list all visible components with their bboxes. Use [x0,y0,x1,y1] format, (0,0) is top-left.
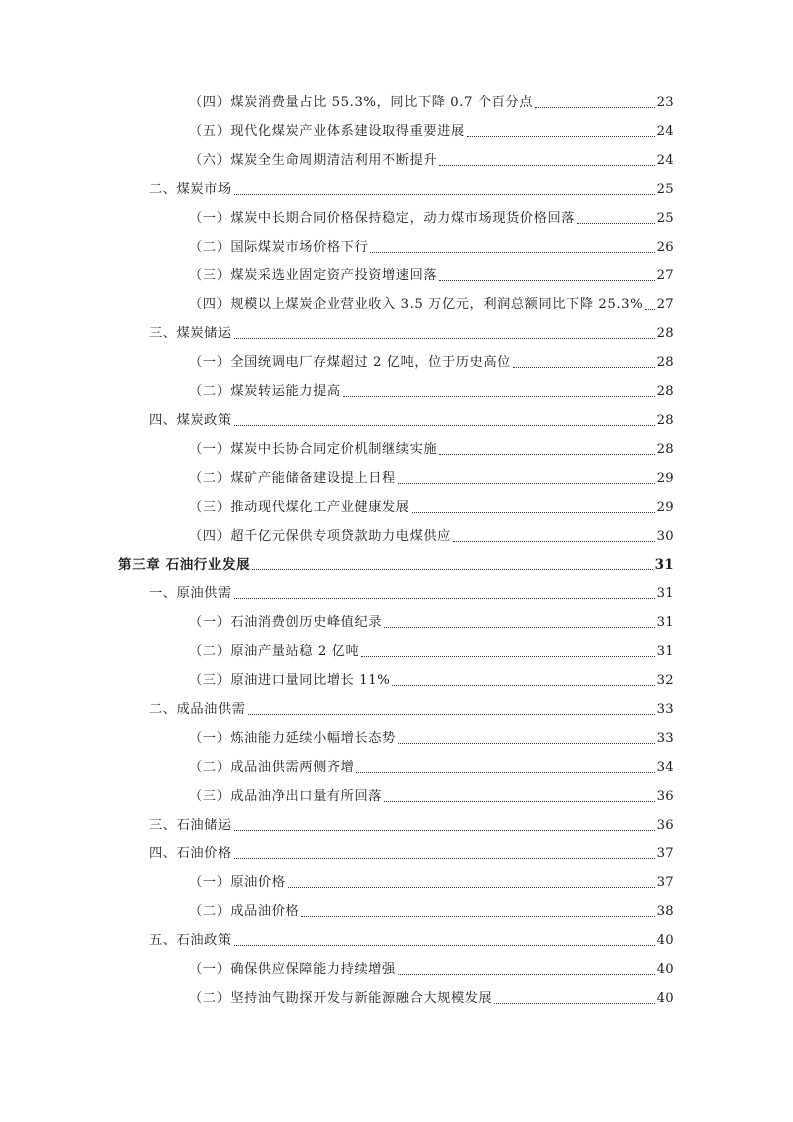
toc-entry[interactable] [189,265,674,287]
toc-entry-title: 三、石油储运 [149,817,232,833]
dot-leader [453,541,655,542]
toc-entry[interactable] [189,728,674,750]
toc-entry[interactable] [189,121,674,143]
dot-leader [361,656,654,657]
toc-entry-title: （二）原油产量站稳 2 亿吨 [189,644,360,660]
dot-leader [248,714,655,715]
toc-entry-page-number: 31 [656,644,674,660]
toc-entry[interactable] [189,786,674,808]
toc-entry-page-number: 33 [656,730,674,746]
toc-entry-title: （二）成品油价格 [189,904,300,920]
toc-entry-page-number: 38 [656,904,674,920]
toc-entry-title: 二、成品油供需 [149,701,246,717]
toc-entry-page-number: 24 [656,123,674,139]
dot-leader [252,569,652,570]
toc-entry-title: （一）煤炭中长期合同价格保持稳定，动力煤市场现货价格回落 [189,210,576,226]
toc-entry-title: 二、煤炭市场 [149,181,232,197]
toc-entry-page-number: 28 [656,412,674,428]
dot-leader [234,598,655,599]
toc-entry[interactable] [189,988,674,1010]
toc-entry-title: 一、原油供需 [149,586,232,602]
dot-leader [398,974,655,975]
toc-entry-page-number: 33 [656,701,674,717]
dot-leader [356,772,654,773]
toc-entry-page-number: 32 [656,673,674,688]
toc-entry-page-number: 34 [656,759,674,775]
dot-leader [439,165,654,166]
toc-entry-page-number: 27 [656,268,674,284]
toc-entry-title: （一）全国统调电厂存煤超过 2 亿吨，位于历史高位 [189,355,511,371]
toc-entry-title: 四、石油价格 [149,846,232,862]
toc-entry[interactable] [189,237,674,259]
toc-entry-title: （三）成品油净出口量有所回落 [189,788,383,804]
toc-entry-page-number: 28 [656,384,674,399]
dot-leader [384,627,655,628]
toc-entry[interactable] [189,526,674,548]
toc-entry-page-number: 28 [656,355,674,371]
toc-entry-title: （二）国际煤炭市场价格下行 [189,239,369,255]
toc-entry-title: （三）推动现代煤化工产业健康发展 [189,499,410,515]
toc-entry-title: （四）煤炭消费量占比 55.3%，同比下降 0.7 个百分点 [189,95,534,110]
dot-leader [513,367,655,368]
toc-entry-page-number: 31 [656,615,674,631]
dot-leader [439,454,654,455]
toc-entry[interactable] [189,612,674,634]
dot-leader [494,1003,654,1004]
toc-entry[interactable] [189,92,674,114]
toc-entry-title: 四、煤炭政策 [149,412,232,428]
dot-leader [412,512,655,513]
toc-entry-title: 三、煤炭储运 [149,326,232,342]
toc-entry[interactable] [189,294,674,316]
toc-entry-page-number: 23 [656,95,674,110]
toc-entry-title: （二）煤矿产能储备建设提上日程 [189,470,396,486]
toc-entry-page-number: 36 [656,788,674,804]
toc-entry[interactable] [189,757,674,779]
toc-entry-title: （一）石油消费创历史峰值纪录 [189,615,383,631]
dot-leader [439,280,654,281]
dot-leader [234,338,655,339]
toc-entry[interactable] [149,699,674,721]
toc-entry-page-number: 29 [656,499,674,515]
toc-entry-page-number: 27 [656,297,674,313]
dot-leader [343,396,655,397]
toc-entry-title: （三）原油进口量同比增长 11% [189,673,391,688]
toc-entry[interactable] [149,583,674,605]
dot-leader [234,945,655,946]
toc-entry[interactable] [189,872,674,894]
dot-leader [535,107,655,108]
toc-entry[interactable] [189,959,674,981]
toc-entry-title: （二）煤炭转运能力提高 [189,384,341,399]
toc-entry-page-number: 24 [656,152,674,168]
dot-leader [645,309,654,310]
dot-leader [234,194,655,195]
toc-entry-page-number: 40 [656,990,674,1006]
toc-entry-page-number: 28 [656,326,674,342]
toc-entry[interactable] [149,815,674,837]
dot-leader [398,743,655,744]
dot-leader [467,136,655,137]
dot-leader [234,425,655,426]
toc-entry[interactable] [189,901,674,923]
toc-entry-page-number: 30 [656,528,674,544]
toc-entry-page-number: 40 [656,962,674,977]
toc-entry[interactable] [189,381,674,403]
toc-entry-title: 五、石油政策 [149,933,232,949]
dot-leader [288,887,655,888]
toc-entry-page-number: 25 [656,210,674,226]
toc-entry[interactable] [149,930,674,952]
toc-entry-page-number: 29 [656,470,674,486]
toc-entry[interactable] [149,410,674,432]
dot-leader [384,801,655,802]
dot-leader [234,830,655,831]
toc-entry[interactable] [189,497,674,519]
dot-leader [392,685,654,686]
toc-entry-title: （二）成品油供需两侧齐增 [189,759,355,775]
toc-entry[interactable] [149,843,674,865]
toc-entry-page-number: 28 [656,441,674,457]
dot-leader [398,483,655,484]
toc-entry[interactable] [189,150,674,172]
toc-entry-title: （一）原油价格 [189,875,286,891]
dot-leader [577,223,655,224]
toc-entry-page-number: 31 [656,586,674,602]
dot-leader [370,252,654,253]
toc-entry[interactable] [149,179,674,201]
dot-leader [301,916,654,917]
toc-entry[interactable] [189,468,674,490]
toc-entry-page-number: 31 [654,557,674,574]
toc-entry[interactable] [189,670,674,692]
toc-entry[interactable] [189,352,674,374]
toc-entry-title: （四）超千亿元保供专项贷款助力电煤供应 [189,528,451,544]
toc-entry-title: （五）现代化煤炭产业体系建设取得重要进展 [189,123,465,139]
toc-entry-title: （一）炼油能力延续小幅增长态势 [189,730,396,746]
toc-entry-title: （六）煤炭全生命周期清洁利用不断提升 [189,152,438,168]
toc-entry[interactable] [189,208,674,230]
toc-entry-title: （二）坚持油气勘探开发与新能源融合大规模发展 [189,990,493,1006]
toc-entry-title: （三）煤炭采选业固定资产投资增速回落 [189,268,438,284]
toc-entry-title: （一）煤炭中长协合同定价机制继续实施 [189,441,438,457]
toc-entry-page-number: 37 [656,875,674,891]
toc-entry-title: （一）确保供应保障能力持续增强 [189,962,396,977]
toc-entry-page-number: 36 [656,817,674,833]
toc-entry[interactable] [189,439,674,461]
toc-entry[interactable] [149,323,674,345]
toc-entry-title: （四）规模以上煤炭企业营业收入 3.5 万亿元，利润总额同比下降 25.3% [189,297,644,313]
toc-entry[interactable] [189,641,674,663]
toc-entry-page-number: 25 [656,181,674,197]
toc-entry[interactable] [118,554,674,576]
toc-entry-title: 第三章 石油行业发展 [118,557,251,574]
dot-leader [234,858,655,859]
toc-entry-page-number: 40 [656,933,674,949]
toc-entry-page-number: 37 [656,846,674,862]
toc-entry-page-number: 26 [656,239,674,255]
